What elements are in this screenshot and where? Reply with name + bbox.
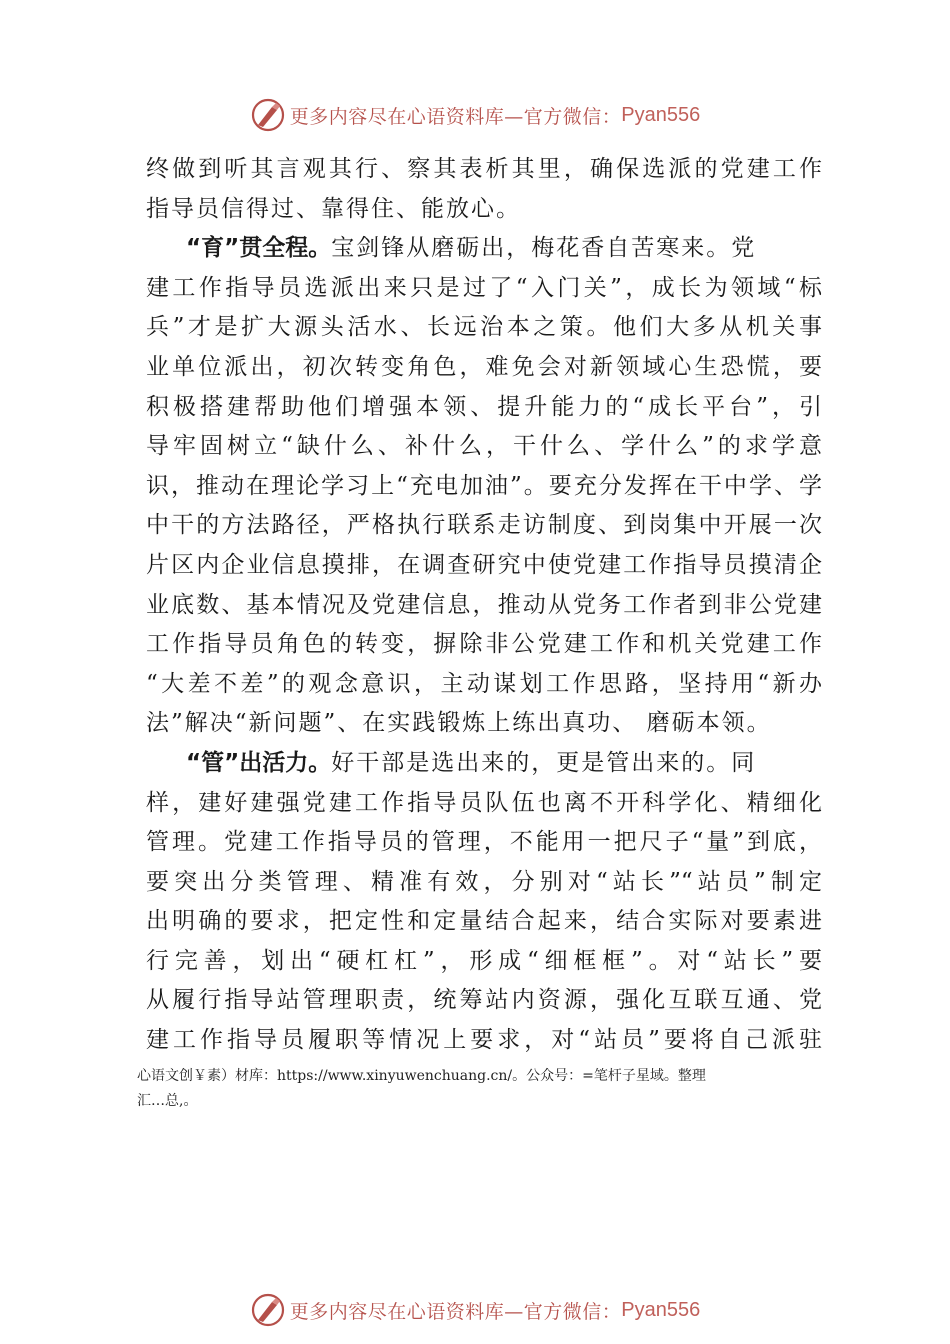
text-line: 中干的方法路径，严格执行联系走访制度、到岗集中开展一次 <box>146 512 822 539</box>
text-line: 指导员信得过、靠得住、能放心。 <box>146 195 521 222</box>
text-line: 积极搭建帮助他们增强本领、提升能力的“成长平台”，引 <box>146 393 822 420</box>
text-line: 行完善，划出“硬杠杠”，形成“细框框”。对“站长”要 <box>146 947 822 974</box>
pen-logo-icon <box>250 1292 286 1328</box>
text-line: 建工作指导员履职等情况上要求，对“站员”要将自己派驻 <box>146 1027 822 1054</box>
text-line: 从履行指导站管理职责，统筹站内资源，强化互联互通、党 <box>146 987 822 1014</box>
text-line: 识，推动在理论学习上“充电加油”。要充分发挥在干中学、学 <box>146 472 822 499</box>
text-line: 导牢固树立“缺什么、补什么，干什么、学什么”的求学意 <box>146 433 822 460</box>
source-note <box>137 1064 837 1114</box>
paragraph-lead-line <box>146 229 822 269</box>
text-line: 业底数、基本情况及党建信息，推动从党务工作者到非公党建 <box>146 591 822 618</box>
text-line: “大差不差”的观念意识，主动谋划工作思路，坚持用“新办 <box>146 670 822 697</box>
header-brand-text: 更多内容尽在心语资料库—官方微信： <box>289 105 622 128</box>
text-line: 终做到听其言观其行、察其表析其里，确保选派的党建工作 <box>146 156 822 182</box>
text-line: 片区内企业信息摸排，在调查研究中使党建工作指导员摸清企 <box>146 551 822 578</box>
footer-wechat-id: Pyan556 <box>621 1298 701 1321</box>
paragraph-lead-line <box>146 744 822 784</box>
source-note-line: 汇…总,。 <box>137 1093 198 1109</box>
section-lead-guan: “管”出活力。 <box>186 749 332 776</box>
text-line: 要突出分类管理、精准有效，分别对“站长”“站员”制定 <box>146 868 822 895</box>
text-line: 业单位派出，初次转变角色，难免会对新领域心生恐慌，要 <box>146 353 822 380</box>
lead-line-rest: 宝剑锋从磨砺出，梅花香自苦寒来。党 <box>331 235 757 262</box>
lead-line-rest: 好干部是选出来的，更是管出来的。同 <box>331 749 757 776</box>
footer-banner <box>0 1290 950 1330</box>
text-line: 兵”才是扩大源头活水、长远治本之策。他们大多从机关事 <box>146 314 822 341</box>
text-line: 管理。党建工作指导员的管理，不能用一把尺子“量”到底， <box>146 829 822 856</box>
footer-brand-text: 更多内容尽在心语资料库—官方微信： <box>289 1300 622 1323</box>
text-line: 工作指导员角色的转变，摒除非公党建工作和机关党建工作 <box>146 631 822 658</box>
text-line: 建工作指导员选派出来只是过了“入门关”，成长为领域“标 <box>146 274 822 301</box>
header-banner <box>0 95 950 135</box>
pen-logo-icon <box>250 97 286 133</box>
text-line: 出明确的要求，把定性和定量结合起来，结合实际对要素进 <box>146 908 822 935</box>
source-note-line: 心语文创￥素）材库：https://www.xinyuwenchuang.cn/。公众号：=笔杆子星域。整理 <box>137 1068 706 1084</box>
document-body <box>146 150 822 1061</box>
text-line: 法”解决“新问题”、在实践锻炼上练出真功、 磨砺本领。 <box>146 710 772 737</box>
text-line: 样，建好建强党建工作指导员队伍也离不开科学化、精细化 <box>146 789 822 816</box>
header-wechat-id: Pyan556 <box>621 103 701 126</box>
section-lead-yu: “育”贯全程。 <box>186 235 332 262</box>
